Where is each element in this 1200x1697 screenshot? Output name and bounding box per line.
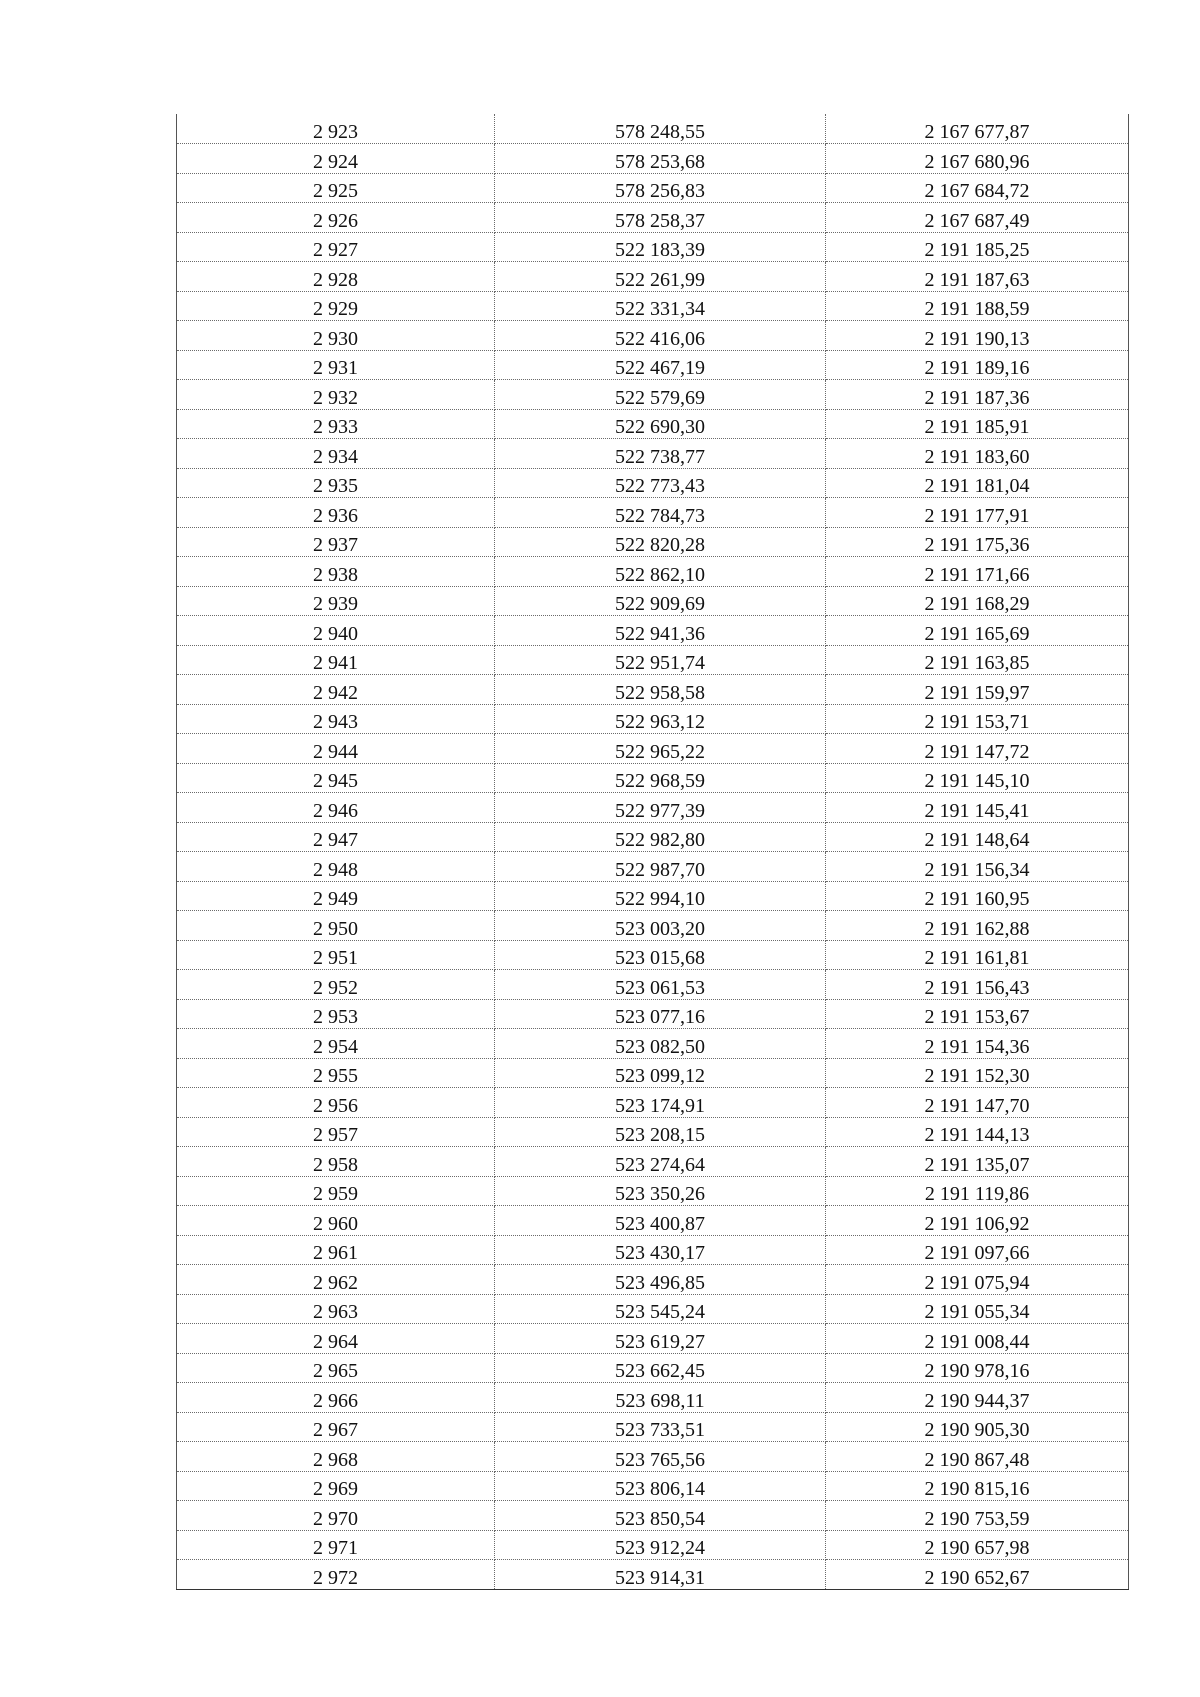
- y-coordinate-cell: 2 191 168,29: [826, 586, 1129, 616]
- y-coordinate-cell: 2 191 153,71: [826, 704, 1129, 734]
- y-coordinate-cell: 2 191 119,86: [826, 1176, 1129, 1206]
- point-number-cell: 2 951: [177, 940, 495, 970]
- y-coordinate-cell: 2 190 978,16: [826, 1353, 1129, 1383]
- x-coordinate-cell: 522 963,12: [495, 704, 826, 734]
- x-coordinate-cell: 523 015,68: [495, 940, 826, 970]
- point-number-cell: 2 938: [177, 557, 495, 587]
- y-coordinate-cell: 2 191 175,36: [826, 527, 1129, 557]
- table-row: [177, 1294, 1129, 1324]
- table-row: [177, 1501, 1129, 1531]
- table-row: [177, 1442, 1129, 1472]
- table-row: [177, 822, 1129, 852]
- table-row: [177, 498, 1129, 528]
- point-number-cell: 2 971: [177, 1530, 495, 1560]
- y-coordinate-cell: 2 191 162,88: [826, 911, 1129, 941]
- y-coordinate-cell: 2 190 815,16: [826, 1471, 1129, 1501]
- table-row: [177, 350, 1129, 380]
- y-coordinate-cell: 2 191 097,66: [826, 1235, 1129, 1265]
- y-coordinate-cell: 2 191 145,41: [826, 793, 1129, 823]
- coordinates-table-body: [177, 114, 1129, 1589]
- y-coordinate-cell: 2 190 652,67: [826, 1560, 1129, 1590]
- point-number-cell: 2 968: [177, 1442, 495, 1472]
- table-row: [177, 262, 1129, 292]
- point-number-cell: 2 944: [177, 734, 495, 764]
- table-row: [177, 1412, 1129, 1442]
- table-row: [177, 1147, 1129, 1177]
- point-number-cell: 2 963: [177, 1294, 495, 1324]
- x-coordinate-cell: 578 248,55: [495, 114, 826, 144]
- point-number-cell: 2 946: [177, 793, 495, 823]
- point-number-cell: 2 966: [177, 1383, 495, 1413]
- point-number-cell: 2 931: [177, 350, 495, 380]
- table-row: [177, 852, 1129, 882]
- table-row: [177, 793, 1129, 823]
- table-row: [177, 144, 1129, 174]
- table-row: [177, 439, 1129, 469]
- point-number-cell: 2 943: [177, 704, 495, 734]
- x-coordinate-cell: 523 082,50: [495, 1029, 826, 1059]
- table-row: [177, 1088, 1129, 1118]
- y-coordinate-cell: 2 167 680,96: [826, 144, 1129, 174]
- y-coordinate-cell: 2 191 160,95: [826, 881, 1129, 911]
- table-row: [177, 881, 1129, 911]
- x-coordinate-cell: 522 862,10: [495, 557, 826, 587]
- point-number-cell: 2 942: [177, 675, 495, 705]
- x-coordinate-cell: 522 909,69: [495, 586, 826, 616]
- y-coordinate-cell: 2 190 867,48: [826, 1442, 1129, 1472]
- table-row: [177, 1206, 1129, 1236]
- point-number-cell: 2 927: [177, 232, 495, 262]
- y-coordinate-cell: 2 191 156,43: [826, 970, 1129, 1000]
- table-row: [177, 616, 1129, 646]
- x-coordinate-cell: 522 690,30: [495, 409, 826, 439]
- x-coordinate-cell: 522 416,06: [495, 321, 826, 351]
- point-number-cell: 2 972: [177, 1560, 495, 1590]
- x-coordinate-cell: 522 579,69: [495, 380, 826, 410]
- y-coordinate-cell: 2 191 159,97: [826, 675, 1129, 705]
- y-coordinate-cell: 2 191 190,13: [826, 321, 1129, 351]
- y-coordinate-cell: 2 191 171,66: [826, 557, 1129, 587]
- table-row: [177, 911, 1129, 941]
- point-number-cell: 2 961: [177, 1235, 495, 1265]
- x-coordinate-cell: 522 784,73: [495, 498, 826, 528]
- point-number-cell: 2 954: [177, 1029, 495, 1059]
- table-row: [177, 321, 1129, 351]
- x-coordinate-cell: 523 850,54: [495, 1501, 826, 1531]
- x-coordinate-cell: 523 430,17: [495, 1235, 826, 1265]
- table-row: [177, 734, 1129, 764]
- x-coordinate-cell: 522 773,43: [495, 468, 826, 498]
- y-coordinate-cell: 2 191 008,44: [826, 1324, 1129, 1354]
- point-number-cell: 2 925: [177, 173, 495, 203]
- point-number-cell: 2 957: [177, 1117, 495, 1147]
- y-coordinate-cell: 2 191 152,30: [826, 1058, 1129, 1088]
- x-coordinate-cell: 522 982,80: [495, 822, 826, 852]
- table-row: [177, 380, 1129, 410]
- point-number-cell: 2 937: [177, 527, 495, 557]
- point-number-cell: 2 952: [177, 970, 495, 1000]
- y-coordinate-cell: 2 191 153,67: [826, 999, 1129, 1029]
- x-coordinate-cell: 523 912,24: [495, 1530, 826, 1560]
- x-coordinate-cell: 522 951,74: [495, 645, 826, 675]
- table-row: [177, 1353, 1129, 1383]
- point-number-cell: 2 970: [177, 1501, 495, 1531]
- x-coordinate-cell: 523 496,85: [495, 1265, 826, 1295]
- x-coordinate-cell: 522 738,77: [495, 439, 826, 469]
- y-coordinate-cell: 2 191 147,70: [826, 1088, 1129, 1118]
- table-row: [177, 1383, 1129, 1413]
- point-number-cell: 2 936: [177, 498, 495, 528]
- point-number-cell: 2 945: [177, 763, 495, 793]
- y-coordinate-cell: 2 190 753,59: [826, 1501, 1129, 1531]
- table-row: [177, 173, 1129, 203]
- x-coordinate-cell: 523 914,31: [495, 1560, 826, 1590]
- point-number-cell: 2 926: [177, 203, 495, 233]
- y-coordinate-cell: 2 191 185,25: [826, 232, 1129, 262]
- x-coordinate-cell: 523 274,64: [495, 1147, 826, 1177]
- table-row: [177, 527, 1129, 557]
- x-coordinate-cell: 578 256,83: [495, 173, 826, 203]
- point-number-cell: 2 924: [177, 144, 495, 174]
- x-coordinate-cell: 522 820,28: [495, 527, 826, 557]
- table-row: [177, 586, 1129, 616]
- table-row: [177, 1560, 1129, 1590]
- table-row: [177, 203, 1129, 233]
- x-coordinate-cell: 522 968,59: [495, 763, 826, 793]
- point-number-cell: 2 962: [177, 1265, 495, 1295]
- y-coordinate-cell: 2 191 177,91: [826, 498, 1129, 528]
- x-coordinate-cell: 523 350,26: [495, 1176, 826, 1206]
- x-coordinate-cell: 523 698,11: [495, 1383, 826, 1413]
- table-row: [177, 645, 1129, 675]
- point-number-cell: 2 969: [177, 1471, 495, 1501]
- point-number-cell: 2 923: [177, 114, 495, 144]
- table-row: [177, 704, 1129, 734]
- point-number-cell: 2 958: [177, 1147, 495, 1177]
- x-coordinate-cell: 523 400,87: [495, 1206, 826, 1236]
- table-row: [177, 763, 1129, 793]
- x-coordinate-cell: 523 099,12: [495, 1058, 826, 1088]
- table-row: [177, 1058, 1129, 1088]
- x-coordinate-cell: 523 619,27: [495, 1324, 826, 1354]
- y-coordinate-cell: 2 191 055,34: [826, 1294, 1129, 1324]
- y-coordinate-cell: 2 191 135,07: [826, 1147, 1129, 1177]
- point-number-cell: 2 950: [177, 911, 495, 941]
- y-coordinate-cell: 2 191 183,60: [826, 439, 1129, 469]
- y-coordinate-cell: 2 190 905,30: [826, 1412, 1129, 1442]
- table-row: [177, 291, 1129, 321]
- x-coordinate-cell: 523 662,45: [495, 1353, 826, 1383]
- table-row: [177, 1324, 1129, 1354]
- table-row: [177, 557, 1129, 587]
- x-coordinate-cell: 522 331,34: [495, 291, 826, 321]
- point-number-cell: 2 932: [177, 380, 495, 410]
- y-coordinate-cell: 2 191 188,59: [826, 291, 1129, 321]
- table-row: [177, 970, 1129, 1000]
- x-coordinate-cell: 522 261,99: [495, 262, 826, 292]
- y-coordinate-cell: 2 191 163,85: [826, 645, 1129, 675]
- y-coordinate-cell: 2 167 677,87: [826, 114, 1129, 144]
- y-coordinate-cell: 2 191 161,81: [826, 940, 1129, 970]
- x-coordinate-cell: 523 174,91: [495, 1088, 826, 1118]
- y-coordinate-cell: 2 191 106,92: [826, 1206, 1129, 1236]
- y-coordinate-cell: 2 191 145,10: [826, 763, 1129, 793]
- point-number-cell: 2 947: [177, 822, 495, 852]
- point-number-cell: 2 941: [177, 645, 495, 675]
- point-number-cell: 2 940: [177, 616, 495, 646]
- x-coordinate-cell: 522 183,39: [495, 232, 826, 262]
- table-row: [177, 675, 1129, 705]
- y-coordinate-cell: 2 191 075,94: [826, 1265, 1129, 1295]
- x-coordinate-cell: 523 061,53: [495, 970, 826, 1000]
- table-row: [177, 1117, 1129, 1147]
- y-coordinate-cell: 2 167 684,72: [826, 173, 1129, 203]
- y-coordinate-cell: 2 191 187,36: [826, 380, 1129, 410]
- table-row: [177, 999, 1129, 1029]
- x-coordinate-cell: 522 965,22: [495, 734, 826, 764]
- y-coordinate-cell: 2 191 154,36: [826, 1029, 1129, 1059]
- x-coordinate-cell: 523 003,20: [495, 911, 826, 941]
- point-number-cell: 2 933: [177, 409, 495, 439]
- y-coordinate-cell: 2 191 187,63: [826, 262, 1129, 292]
- point-number-cell: 2 967: [177, 1412, 495, 1442]
- table-row: [177, 114, 1129, 144]
- point-number-cell: 2 930: [177, 321, 495, 351]
- y-coordinate-cell: 2 191 189,16: [826, 350, 1129, 380]
- y-coordinate-cell: 2 167 687,49: [826, 203, 1129, 233]
- y-coordinate-cell: 2 190 657,98: [826, 1530, 1129, 1560]
- coordinates-table: [176, 114, 1129, 1590]
- point-number-cell: 2 948: [177, 852, 495, 882]
- x-coordinate-cell: 522 941,36: [495, 616, 826, 646]
- point-number-cell: 2 955: [177, 1058, 495, 1088]
- table-row: [177, 940, 1129, 970]
- x-coordinate-cell: 523 545,24: [495, 1294, 826, 1324]
- x-coordinate-cell: 523 765,56: [495, 1442, 826, 1472]
- y-coordinate-cell: 2 191 148,64: [826, 822, 1129, 852]
- point-number-cell: 2 959: [177, 1176, 495, 1206]
- point-number-cell: 2 960: [177, 1206, 495, 1236]
- y-coordinate-cell: 2 191 181,04: [826, 468, 1129, 498]
- point-number-cell: 2 956: [177, 1088, 495, 1118]
- x-coordinate-cell: 522 994,10: [495, 881, 826, 911]
- point-number-cell: 2 929: [177, 291, 495, 321]
- table-row: [177, 1029, 1129, 1059]
- table-row: [177, 1235, 1129, 1265]
- x-coordinate-cell: 522 977,39: [495, 793, 826, 823]
- point-number-cell: 2 935: [177, 468, 495, 498]
- y-coordinate-cell: 2 191 144,13: [826, 1117, 1129, 1147]
- point-number-cell: 2 928: [177, 262, 495, 292]
- table-row: [177, 1265, 1129, 1295]
- x-coordinate-cell: 523 806,14: [495, 1471, 826, 1501]
- point-number-cell: 2 934: [177, 439, 495, 469]
- point-number-cell: 2 953: [177, 999, 495, 1029]
- x-coordinate-cell: 522 958,58: [495, 675, 826, 705]
- table-row: [177, 1176, 1129, 1206]
- x-coordinate-cell: 578 253,68: [495, 144, 826, 174]
- y-coordinate-cell: 2 191 165,69: [826, 616, 1129, 646]
- y-coordinate-cell: 2 191 185,91: [826, 409, 1129, 439]
- point-number-cell: 2 965: [177, 1353, 495, 1383]
- table-row: [177, 1471, 1129, 1501]
- table-row: [177, 232, 1129, 262]
- x-coordinate-cell: 523 077,16: [495, 999, 826, 1029]
- x-coordinate-cell: 522 987,70: [495, 852, 826, 882]
- table-row: [177, 468, 1129, 498]
- point-number-cell: 2 964: [177, 1324, 495, 1354]
- x-coordinate-cell: 523 733,51: [495, 1412, 826, 1442]
- table-row: [177, 409, 1129, 439]
- x-coordinate-cell: 578 258,37: [495, 203, 826, 233]
- y-coordinate-cell: 2 190 944,37: [826, 1383, 1129, 1413]
- point-number-cell: 2 939: [177, 586, 495, 616]
- x-coordinate-cell: 522 467,19: [495, 350, 826, 380]
- table-row: [177, 1530, 1129, 1560]
- point-number-cell: 2 949: [177, 881, 495, 911]
- y-coordinate-cell: 2 191 147,72: [826, 734, 1129, 764]
- x-coordinate-cell: 523 208,15: [495, 1117, 826, 1147]
- y-coordinate-cell: 2 191 156,34: [826, 852, 1129, 882]
